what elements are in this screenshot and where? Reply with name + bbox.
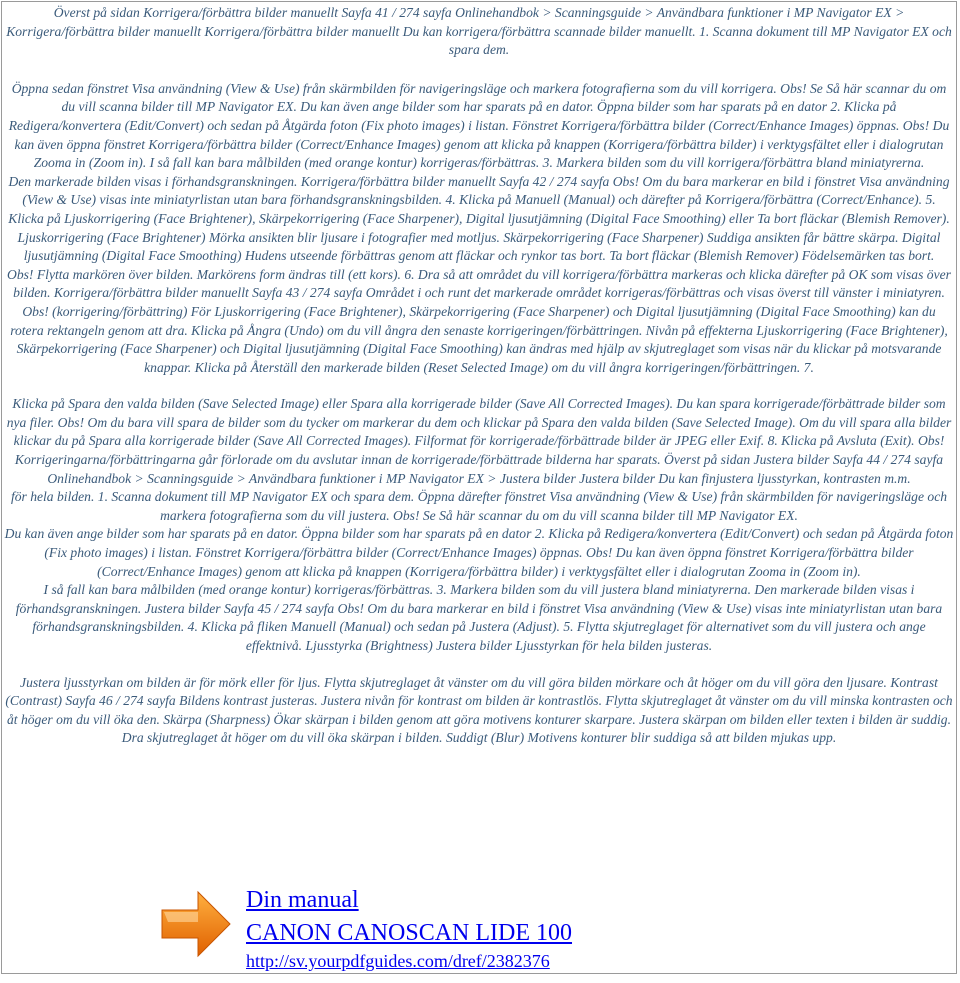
din-manual-link[interactable]: Din manual (246, 887, 359, 913)
footer-banner (158, 882, 658, 972)
document-body (2, 2, 956, 748)
paragraph-4: Klicka på Ljuskorrigering (Face Brightener), Skärpekorrigering (Face Sharpener), Digital ljusutjämning (Digital Face Smoothing) eller Ta bort fläckar (Blemish Remover). Ljuskorrigering (Face Brightener) Mörka ansikten blir ljusare i fotografier med motljus. Skärpekorrigering (Face Sharpener) Suddiga ansikten får bättre skärpa. Digital ljusutjämning (Digital Face Smoothing) Hudens utseende förbättras genom att fläckar och rynkor tas bort. Ta bort fläckar (Blemish Remover) Födelsemärken tas bort. (8, 210, 950, 264)
product-link[interactable]: CANON CANOSCAN LIDE 100 (246, 920, 573, 946)
url-link[interactable]: http://sv.yourpdfguides.com/dref/2382376 (246, 951, 550, 971)
footer-links (246, 882, 572, 974)
paragraph-3: Den markerade bilden visas i förhandsgranskningen. Korrigera/förbättra bilder manuellt Sayfa 42 / 274 sayfa Obs! Om du bara markerar en bild i fönstret Visa användning (View & Use) visas inte miniatyrlistan utan bara förhandsgranskningsbilden. 4. Klicka på Manuell (Manual) och därefter på Korrigera/förbättra (Correct/Enhance). 5. (8, 173, 950, 208)
paragraph-2: Öppna sedan fönstret Visa användning (View & Use) från skärmbilden för navigeringsläge och markera fotografierna som du vill korrigera. Obs! Se Så här scannar du om du vill scanna bilder till MP Navigator EX. Du kan även ange bilder som har sparats på en dator. Öppna bilder som har sparats på en dator 2. Klicka på Redigera/konvertera (Edit/Convert) och sedan på Åtgärda foton (Fix photo images) i listan. Fönstret Korrigera/förbättra bilder (Correct/Enhance Images) öppnas. Obs! Du kan även öppna fönstret Korrigera/förbättra bilder (Correct/Enhance Images) genom att klicka på knappen (Korrigera/förbättra bilder) i verktygsfältet eller i dialogrutan Zooma in (Zoom in). I så fall kan bara målbilden (med orange kontur) korrigeras/förbättras. 3. Markera bilden som du vill korrigera/förbättra bland miniatyrerna. (8, 80, 950, 171)
paragraph-5: Obs! Flytta markören över bilden. Markörens form ändras till (ett kors). 6. Dra så att området du vill korrigera/förbättra markeras och klicka därefter på OK som visas över bilden. Korrigera/förbättra bilder manuellt Sayfa 43 / 274 sayfa Området i och runt det markerade området korrigeras/förbättras och visas överst till vänster i miniatyren. Obs! (korrigering/förbättring) För Ljuskorrigering (Face Brightener), Skärpekorrigering (Face Sharpener) och Digital ljusutjämning (Digital Face Smoothing) kan du rotera rektangeln genom att dra. Klicka på Ångra (Undo) om du vill ångra den senaste korrigeringen/förbättringen. Nivån på effekterna Ljuskorrigering (Face Brightener), Skärpekorrigering (Face Sharpener) och Digital ljusutjämning (Digital Face Smoothing) kan ändras med hjälp av skjutreglaget som visas när du klickar på motsvarande knappar. Klicka på Återställ den markerade bilden (Reset Selected Image) om du vill ångra korrigeringen/förbättringen. 7. (7, 266, 951, 375)
paragraph-8: Du kan även ange bilder som har sparats på en dator. Öppna bilder som har sparats på en dator 2. Klicka på Redigera/konvertera (Edit/Convert) och sedan på Åtgärda foton (Fix photo images) i listan. Fönstret Korrigera/förbättra bilder (Correct/Enhance Images) öppnas. Obs! Du kan även öppna fönstret Korrigera/förbättra bilder (Correct/Enhance Images) genom att klicka på knappen (Korrigera/förbättra bilder) i verktygsfältet eller i dialogrutan Zooma in (Zoom in). (4, 526, 954, 579)
paragraph-10: Justera ljusstyrkan om bilden är för mörk eller för ljus. Flytta skjutreglaget åt vänster om du vill göra bilden mörkare och åt höger om du vill göra den ljusare. Kontrast (Contrast) Sayfa 46 / 274 sayfa Bildens kontrast justeras. Justera nivån för kontrast om bilden är kontrastlös. Flytta skjutreglaget åt vänster om du vill minska kontrasten och åt höger om du vill öka den. Skärpa (Sharpness) Ökar skärpan i bilden genom att göra motivens konturer skarpare. Justera skärpan om bilden eller texten i bilden är suddig. Dra skjutreglaget åt höger om du vill öka skärpan i bilden. Suddigt (Blur) Motivens konturer blir suddiga så att bilden mjukas upp. (5, 674, 953, 746)
paragraph-9: I så fall kan bara målbilden (med orange kontur) korrigeras/förbättras. 3. Markera bilden som du vill justera bland miniatyrerna. Den markerade bilden visas i förhandsgranskningen. Justera bilder Sayfa 45 / 274 sayfa Obs! Om du bara markerar en bild i fönstret Visa användning (View & Use) visas inte miniatyrlistan utan bara förhandsgranskningsbilden. 4. Klicka på fliken Manuell (Manual) och sedan på Justera (Adjust). 5. Flytta skjutreglaget för alternativet som du vill justera och ange effektnivå. Ljusstyrka (Brightness) Justera bilder Ljusstyrkan för hela bilden justeras. (15, 582, 943, 653)
orange-arrow-icon (158, 888, 234, 960)
page-frame (1, 1, 957, 974)
paragraph-7: för hela bilden. 1. Scanna dokument till MP Navigator EX och spara dem. Öppna därefter fönstret Visa användning (View & Use) från skärmbilden för navigeringsläge och markera fotografierna som du vill justera. Obs! Se Så här scannar du om du vill scanna bilder till MP Navigator EX. (10, 489, 948, 523)
paragraph-6: Klicka på Spara den valda bilden (Save Selected Image) eller Spara alla korrigerade bilder (Save All Corrected Images). Du kan spara korrigerade/förbättrade bilder som nya filer. Obs! Om du bara vill spara de bilder som du tycker om markerar du dem och klickar på Spara den valda bilden (Save Selected Image). Om du vill spara alla bilder klickar du på Spara alla korrigerade bilder (Save All Corrected Images). Filformat för korrigerade/förbättrade bilder är JPEG eller Exif. 8. Klicka på Avsluta (Exit). Obs! Korrigeringarna/förbättringarna går förlorade om du avslutar innan de korrigerade/förbättrade bilderna har sparats. Överst på sidan Justera bilder Sayfa 44 / 274 sayfa Onlinehandbok > Scanningsguide > Användbara funktioner i MP Navigator EX > Justera bilder Justera bilder Du kan finjustera ljusstyrkan, kontrasten m.m. (6, 396, 952, 486)
paragraph-1: Överst på sidan Korrigera/förbättra bilder manuellt Sayfa 41 / 274 sayfa Onlinehandbok > Scanningsguide > Användbara funktioner i MP Navigator EX > Korrigera/förbättra bilder manuellt Korrigera/förbättra bilder manuellt Du kan korrigera/förbättra scannade bilder manuellt. 1. Scanna dokument till MP Navigator EX och spara dem. (6, 5, 952, 58)
